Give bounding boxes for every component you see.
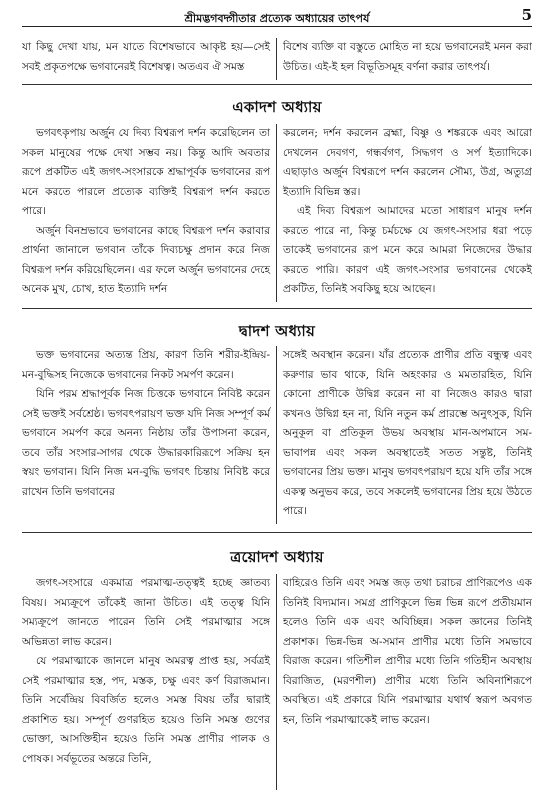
left-column: [22, 574, 277, 790]
continuation-right-column: [277, 38, 532, 80]
paragraph: বাহিরেও তিনি এবং সমস্ত জড় তথা চরাচর প্রাণিরূপেও এক তিনিই বিদ্যমান। সমগ্র প্রাণিকুলে ভিন্ন ভিন্ন রূপে প্রতীয়মান হলেও তিনি এক এবং অবিচ্ছিন্ন। সকল জ্ঞানের তিনিই প্রকাশক। ভিন্ন-ভিন্ন অ-সমান প্রাণীর মধ্যে তিনি সমভাবে বিরাজ করেন। গতিশীল প্রাণীর মধ্যে তিনি গতিহীন অবস্থায় বিরাজিত, (মরণশীল) প্রাণীর মধ্যে তিনি অবিনাশিরূপে অবস্থিত। এই প্রকারে যিনি পরমাত্মার যথার্থ স্বরূপ অবগত হন, তিনি পরমাত্মাকেই লাভ করেন।: [283, 577, 532, 726]
page-number: 5: [521, 6, 532, 24]
paragraph: অর্জুন বিনম্রভাবে ভগবানের কাছে বিশ্বরূপ দর্শন করাবার প্রার্থনা জানালে ভগবান তাঁকে দিব্যচক্ষু প্রদান করে নিজ বিশ্বরূপ দর্শন করিয়েছিলেন। এর ফলে অর্জুন ভগবানের দেহে অনেক মুখ, চোখ, হাত ইত্যাদি দর্শন: [22, 224, 270, 295]
continuation-block: [22, 38, 532, 80]
right-column: [277, 124, 532, 302]
section-heading-chapter-13: ত্রয়োদশ অধ্যায়: [230, 548, 324, 566]
paragraph: জগৎ-সংসারে একমাত্র পরমাত্ম-তত্ত্বই হচ্ছে জ্ঞাতব্য বিষয়। সম্যক্রূপে তাঁকেই জানা উচিত। এই তত্ত্ব যিনি সম্যক্রূপে জানতে পারেন তিনি সেই পরমাত্মার সঙ্গে অভিন্নতা লাভ করেন।: [22, 577, 270, 648]
paragraph: ভগবৎকৃপায় অর্জুন যে দিব্য বিশ্বরূপ দর্শন করেছিলেন তা সকল মানুষের পক্ষে দেখা সম্ভব নয়। কিন্তু আদি অবতার রূপে প্রকটিত এই জগৎ-সংসারকে শ্রদ্ধাপূর্বক ভগবানের রূপ মনে করতে পারলে প্রত্যেক ব্যক্তিই বিশ্বরূপ দর্শন করতে পারে।: [22, 127, 270, 217]
paragraph: করলেন; দর্শন করলেন ব্রহ্মা, বিষ্ণু ও শঙ্করকে এবং আরো দেখলেন দেবগণ, গন্ধর্বগণ, সিদ্ধগণ ও সর্প ইত্যাদিকে। এছাড়াও অর্জুন বিশ্বরূপে দর্শন করলেন সৌম্য, উগ্র, অত্যুগ্র ইত্যাদি বিভিন্ন স্তর।: [283, 127, 532, 198]
running-header: [22, 8, 532, 27]
left-column: [22, 124, 277, 302]
paragraph: যে পরমাত্মাকে জানলে মানুষ অমরত্ব প্রাপ্ত হয়, সর্বত্রই সেই পরমাত্মার হস্ত, পদ, মস্তক, চক্ষু এবং কর্ণ বিরাজমান। তিনি সর্বেন্দ্রিয় বিবর্জিত হলেও সমস্ত বিষয় তাঁর দ্বারাই প্রকাশিত হয়। সম্পূর্ণ গুণরহিত হয়েও তিনি সমস্ত গুণের ভোক্তা, আসক্তিহীন হয়েও তিনি সমস্ত প্রাণীর পালক ও পোষক। সর্বভূতের অন্তরে তিনি,: [22, 655, 270, 765]
paragraph: যা কিছু দেখা যায়, মন যাতে বিশেষভাবে আকৃষ্ট হয়—সেই সবই প্রকৃতপক্ষে ভগবানেরই বিশেষত্ব। অতএব ঐ সমস্ত: [22, 41, 270, 73]
section-body-chapter-13: [22, 574, 532, 790]
section-heading-chapter-11: একাদশ অধ্যায়: [232, 98, 322, 116]
section-body-chapter-12: [22, 346, 532, 524]
section-divider: [22, 84, 532, 85]
section-divider: [22, 532, 532, 533]
right-column: [277, 574, 532, 790]
section-divider: [22, 308, 532, 309]
section-body-chapter-11: [22, 124, 532, 302]
paragraph: যিনি পরম শ্রদ্ধাপূর্বক নিজ চিত্তকে ভগবানে নিবিষ্ট করেন সেই ভক্তই সর্বশ্রেষ্ঠ। ভগবৎপরায়ণ ভক্ত যদি নিজ সম্পূর্ণ কর্ম ভগবানে সমর্পণ করে অনন্য নিষ্ঠায় তাঁর উপাসনা করেন, তবে তাঁর সংসার-সাগর থেকে উদ্ধারকারিরূপে সক্রিয় হন স্বয়ং ভগবান। যিনি নিজ মন-বুদ্ধি ভগবৎ চিন্তায় নিবিষ্ট করে রাখেন তিনি ভগবানের: [22, 388, 270, 498]
paragraph: ভক্ত ভগবানের অত্যন্ত প্রিয়, কারণ তিনি শরীর-ইন্দ্রিয়-মন-বুদ্ধিসহ নিজেকে ভগবানের নিকট সমর্পণ করেন।: [22, 349, 270, 381]
running-title: শ্রীমদ্ভগবদ্গীতার প্রত্যেক অধ্যায়ের তাৎপর্য: [184, 12, 370, 25]
paragraph: সঙ্গেই অবস্থান করেন। যাঁর প্রত্যেক প্রাণীর প্রতি বন্ধুত্ব এবং করুণার ভাব থাকে, যিনি অহংকার ও মমতারহিত, যিনি কোনো প্রাণীকে উদ্বিগ্ন করেন না বা নিজেও কারও দ্বারা কখনও উদ্বিগ্ন হন না, যিনি নতুন কর্ম প্রারম্ভে অনুৎসুক, যিনি অনুকূল বা প্রতিকূল উভয় অবস্থায় মান-অপমানে সম-ভাবাপন্ন এবং সকল অবস্থাতেই সতত সন্তুষ্ট, তিনিই ভগবানের প্রিয় ভক্ত। মানুষ ভগবৎপরায়ণ হয়ে যদি তাঁর সঙ্গে একত্ব অনুভব করে, তবে সকলেই ভগবানের প্রিয় হয়ে উঠতে পারে।: [283, 349, 532, 517]
section-heading-chapter-12: দ্বাদশ অধ্যায়: [238, 322, 316, 340]
continuation-left-column: [22, 38, 277, 80]
paragraph: বিশেষ ব্যক্তি বা বস্তুতে মোহিত না হয়ে ভগবানেরই মনন করা উচিত। এই-ই হল বিভূতিসমূহ বর্ণনা করার তাৎপর্য।: [283, 41, 532, 73]
left-column: [22, 346, 277, 524]
right-column: [277, 346, 532, 524]
paragraph: এই দিব্য বিশ্বরূপ আমাদের মতো সাধারণ মানুষ দর্শন করতে পারে না, কিন্তু চর্মচক্ষে যে জগৎ-সংসার ধরা পড়ে তাকেই ভগবানের রূপ মনে করে আমরা নিজেদের উদ্ধার করতে পারি। কারণ এই জগৎ-সংসার ভগবানের থেকেই প্রকটিত, তিনিই সবকিছু হয়ে আছেন।: [283, 205, 532, 295]
